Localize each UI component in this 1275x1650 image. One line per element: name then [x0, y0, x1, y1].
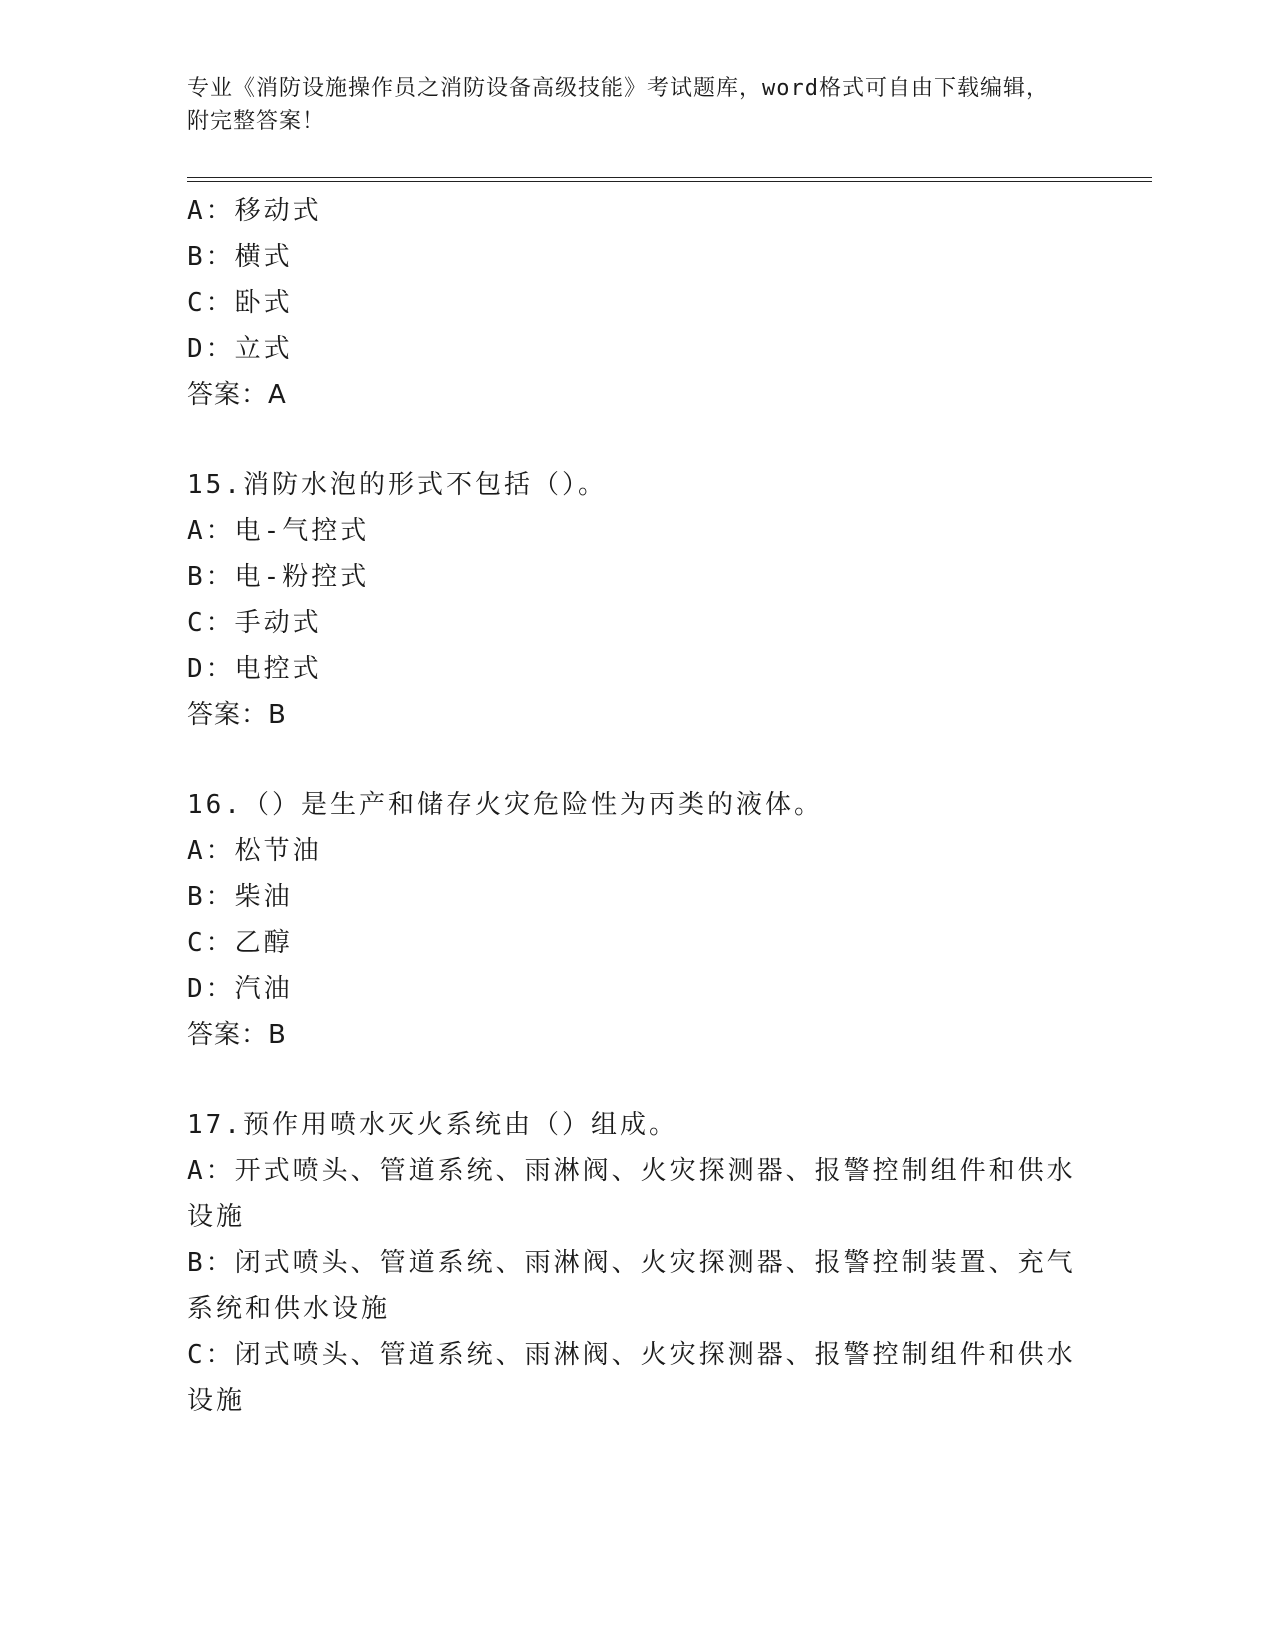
spacer — [187, 738, 1077, 782]
spacer — [187, 1058, 1077, 1102]
document-header: 专业《消防设施操作员之消防设备高级技能》考试题库，word格式可自由下载编辑，附完整答案！ — [187, 76, 1049, 134]
question-17 — [187, 1102, 1077, 1424]
option-b: B：闭式喷头、管道系统、雨淋阀、火灾探测器、报警控制装置、充气系统和供水设施 — [187, 1248, 1076, 1324]
question-16 — [187, 782, 1077, 1058]
answer-label: 答案：A — [187, 380, 287, 410]
spacer — [187, 418, 1077, 462]
header-divider — [187, 177, 1152, 182]
option-b: B：柴油 — [187, 882, 293, 912]
option-a: A：松节油 — [187, 836, 322, 866]
option-c: C：卧式 — [187, 288, 293, 318]
option-d: D：电控式 — [187, 654, 322, 684]
option-b: B：电-粉控式 — [187, 562, 370, 592]
answer-label: 答案：B — [187, 1020, 287, 1050]
option-b: B：横式 — [187, 242, 293, 272]
question-text: 16.（）是生产和储存火灾危险性为丙类的液体。 — [187, 790, 823, 820]
option-c: C：手动式 — [187, 608, 322, 638]
option-a: A：电-气控式 — [187, 516, 370, 546]
option-d: D：汽油 — [187, 974, 293, 1004]
question-15 — [187, 462, 1077, 738]
option-d: D：立式 — [187, 334, 293, 364]
question-text: 17.预作用喷水灭火系统由（）组成。 — [187, 1110, 678, 1140]
question-content — [187, 188, 1077, 1424]
option-c: C：闭式喷头、管道系统、雨淋阀、火灾探测器、报警控制组件和供水设施 — [187, 1340, 1076, 1416]
question-14-tail — [187, 188, 1077, 418]
answer-label: 答案：B — [187, 700, 287, 730]
option-a: A：开式喷头、管道系统、雨淋阀、火灾探测器、报警控制组件和供水设施 — [187, 1156, 1076, 1232]
question-text: 15.消防水泡的形式不包括（）。 — [187, 470, 607, 500]
option-a: A：移动式 — [187, 196, 322, 226]
option-c: C：乙醇 — [187, 928, 293, 958]
